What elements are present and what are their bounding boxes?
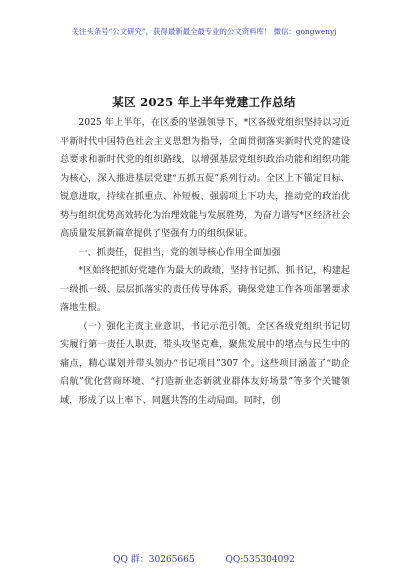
qq-group-text: QQ 群：30265665 [113, 555, 195, 565]
paragraph: （一）强化主责主业意识，书记示范引领。全区各级党组织书记切实履行第一责任人职责，带头攻坚克难，聚焦发展中的堵点与民生中的痛点，精心谋划并带头领办“书记项目”307 个。这些项目涵盖了“助企启航”优化营商环境、“打造新业态新就业群体友好场景”等多个关键领域，形成了以上率下、同题共答的生动局面。同时，创 [60, 320, 350, 406]
promo-banner: 关注头条号“公文研究”，获得最新最全最专业的公文资料库！ 微信：gongwenyj [71, 27, 337, 36]
intro-paragraph: 2025 年上半年，在区委的坚强领导下，*区各级党组织坚持以习近平新时代中国特色社会主义思想为指导，全面贯彻落实新时代党的建设总要求和新时代党的组织路线，以增强基层党组织政治功能和组织功能为核心，深入推进基层党建“五抓五促”系列行动。全区上下锚定目标、锐意进取，持续在抓重点、补短板、强弱项上下功夫，推动党的政治优势与组织优势高效转化为治理效能与发展胜势，为奋力谱写*区经济社会高质量发展新篇章提供了坚强有力的组织保证。 [60, 117, 350, 239]
contact-footer [0, 552, 408, 565]
qq-number-text: QQ:535304092 [225, 555, 295, 565]
document-title: 某区 2025 年上半年党建工作总结 [112, 95, 296, 109]
paragraph: *区始终把抓好党建作为最大的政绩，坚持书记抓、抓书记，构建起一级抓一级、层层抓落实的责任传导体系，确保党建工作各项部署要求落地生根。 [60, 265, 350, 313]
document-body [60, 114, 350, 410]
section-heading: 一、抓责任，促担当，党的领导核心作用全面加强 [78, 246, 281, 258]
